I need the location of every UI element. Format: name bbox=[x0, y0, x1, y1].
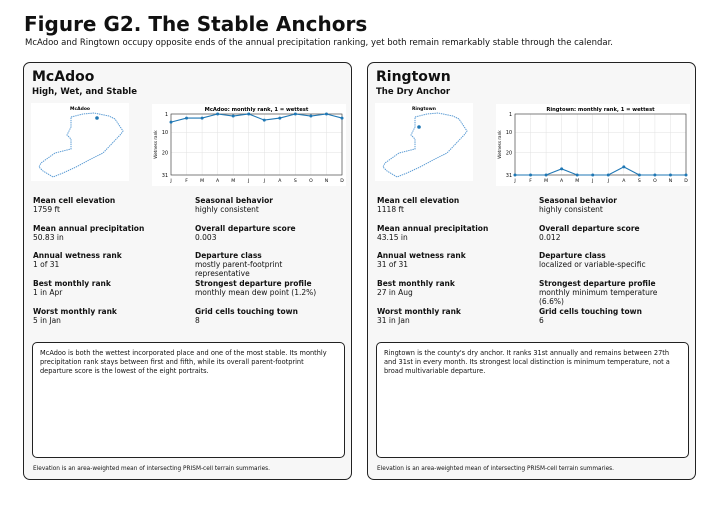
x-tick-label: A bbox=[622, 179, 626, 184]
data-point bbox=[278, 117, 281, 120]
stat-mean-elevation bbox=[33, 196, 158, 214]
stat-label: Mean annual precipitation bbox=[377, 224, 489, 233]
rank-chart bbox=[152, 104, 346, 186]
plot-frame bbox=[515, 114, 686, 175]
data-point bbox=[325, 113, 328, 116]
data-point bbox=[309, 115, 312, 118]
stat-label: Grid cells touching town bbox=[539, 307, 642, 316]
stat-value: 0.003 bbox=[195, 233, 217, 242]
panel-subtitle: High, Wet, and Stable bbox=[32, 87, 137, 97]
panel-ringtown bbox=[367, 62, 696, 480]
stat-mean-elevation bbox=[377, 196, 502, 214]
stat-value: highly consistent bbox=[195, 205, 259, 214]
stat-label: Strongest departure profile bbox=[195, 279, 312, 288]
footnote: Elevation is an area-weighted mean of intersecting PRISM-cell terrain summaries. bbox=[377, 466, 615, 472]
town-boundary bbox=[383, 113, 467, 177]
stat-label: Worst monthly rank bbox=[33, 307, 117, 316]
data-point bbox=[232, 115, 235, 118]
stat-value: 31 of 31 bbox=[377, 260, 409, 269]
town-map bbox=[31, 103, 129, 181]
figure-title: Figure G2. The Stable Anchors bbox=[24, 12, 368, 36]
stat-label: Mean annual precipitation bbox=[33, 224, 145, 233]
x-tick-label: M bbox=[200, 179, 205, 184]
x-tick-label: J bbox=[514, 179, 516, 184]
stat-best-month bbox=[377, 279, 502, 297]
data-point bbox=[669, 174, 672, 177]
x-tick-label: J bbox=[170, 179, 172, 184]
x-tick-label: J bbox=[607, 179, 609, 184]
series-line bbox=[171, 114, 342, 122]
stat-grid-cells bbox=[195, 307, 320, 325]
data-point bbox=[341, 117, 344, 120]
chart-title: Ringtown: monthly rank, 1 = wettest bbox=[546, 107, 655, 113]
stat-label: Mean cell elevation bbox=[33, 196, 116, 205]
stat-grid-cells bbox=[539, 307, 664, 325]
x-tick-label: D bbox=[684, 179, 688, 184]
stat-label: Annual wetness rank bbox=[377, 251, 466, 260]
stat-worst-month bbox=[377, 307, 502, 325]
stat-value: 1 of 31 bbox=[33, 260, 60, 269]
x-tick-label: A bbox=[278, 179, 282, 184]
data-point bbox=[294, 113, 297, 116]
stat-value: 31 in Jan bbox=[377, 316, 410, 325]
stat-label: Departure class bbox=[539, 251, 606, 260]
x-tick-label: N bbox=[668, 179, 673, 184]
plot-frame bbox=[171, 114, 342, 175]
x-tick-label: D bbox=[340, 179, 344, 184]
stat-value: 0.012 bbox=[539, 233, 561, 242]
stat-worst-month bbox=[33, 307, 158, 325]
map-title: McAdoo bbox=[69, 107, 91, 112]
stat-seasonal-behavior bbox=[539, 196, 664, 214]
x-tick-label: F bbox=[185, 179, 188, 184]
y-tick-label: 1 bbox=[508, 112, 512, 118]
stat-value: 1118 ft bbox=[377, 205, 404, 214]
figure-subtitle: McAdoo and Ringtown occupy opposite ends of the annual precipitation ranking, yet both remain remarkably stable through the calendar. bbox=[25, 38, 614, 48]
x-tick-label: S bbox=[637, 179, 641, 184]
stat-wetness-rank bbox=[33, 251, 158, 269]
stat-value: 1 in Apr bbox=[33, 288, 63, 297]
stat-value: mostly parent-footprint representative bbox=[195, 260, 283, 278]
panel-title: McAdoo bbox=[32, 69, 95, 85]
x-tick-label: S bbox=[293, 179, 297, 184]
stat-strongest-departure bbox=[539, 279, 664, 306]
data-point bbox=[263, 119, 266, 122]
stat-departure-score bbox=[195, 224, 320, 242]
data-point bbox=[216, 113, 219, 116]
x-tick-label: A bbox=[560, 179, 564, 184]
y-tick-label: 20 bbox=[161, 151, 168, 157]
stat-value: 27 in Aug bbox=[377, 288, 413, 297]
stat-mean-precip bbox=[33, 224, 158, 242]
note-box: Ringtown is the county's dry anchor. It ranks 31st annually and remains between 27th and 31st in every month. Its strongest local distinction is minimum temperature, not a broad multivariable departure. bbox=[376, 342, 689, 458]
stat-value: 5 in Jan bbox=[33, 316, 61, 325]
rank-chart-svg bbox=[496, 104, 690, 186]
data-point bbox=[622, 165, 625, 168]
stat-value: 1759 ft bbox=[33, 205, 60, 214]
x-tick-label: J bbox=[248, 179, 250, 184]
stat-value: 6 bbox=[539, 316, 544, 325]
stat-label: Overall departure score bbox=[195, 224, 296, 233]
stat-value: monthly minimum temperature (6.6%) bbox=[539, 288, 658, 306]
town-map bbox=[375, 103, 473, 181]
stat-label: Annual wetness rank bbox=[33, 251, 122, 260]
y-axis-label: Wetness rank bbox=[497, 130, 502, 159]
stat-departure-class bbox=[195, 251, 320, 278]
x-tick-label: N bbox=[324, 179, 329, 184]
stat-mean-precip bbox=[377, 224, 502, 242]
stat-label: Departure class bbox=[195, 251, 262, 260]
stat-label: Grid cells touching town bbox=[195, 307, 298, 316]
stat-label: Worst monthly rank bbox=[377, 307, 461, 316]
stat-value: 43.15 in bbox=[377, 233, 408, 242]
stat-value: 50.83 in bbox=[33, 233, 64, 242]
rank-chart bbox=[496, 104, 690, 186]
panel-title: Ringtown bbox=[376, 69, 451, 85]
data-point bbox=[685, 174, 688, 177]
stat-value: highly consistent bbox=[539, 205, 603, 214]
data-point bbox=[638, 174, 641, 177]
y-tick-label: 31 bbox=[505, 173, 512, 179]
stat-departure-class bbox=[539, 251, 664, 269]
rank-chart-svg bbox=[152, 104, 346, 186]
x-tick-label: O bbox=[653, 179, 657, 184]
town-point bbox=[95, 116, 99, 120]
stat-value: 8 bbox=[195, 316, 200, 325]
series-line bbox=[515, 167, 686, 175]
x-tick-label: M bbox=[544, 179, 549, 184]
stat-strongest-departure bbox=[195, 279, 320, 297]
x-tick-label: O bbox=[309, 179, 313, 184]
data-point bbox=[607, 174, 610, 177]
x-tick-label: J bbox=[592, 179, 594, 184]
y-tick-label: 10 bbox=[505, 131, 512, 137]
stat-label: Overall departure score bbox=[539, 224, 640, 233]
stat-wetness-rank bbox=[377, 251, 502, 269]
data-point bbox=[591, 174, 594, 177]
stat-label: Strongest departure profile bbox=[539, 279, 656, 288]
stat-label: Best monthly rank bbox=[33, 279, 111, 288]
data-point bbox=[170, 121, 173, 124]
x-tick-label: M bbox=[231, 179, 236, 184]
panel-mcadoo bbox=[23, 62, 352, 480]
y-tick-label: 10 bbox=[161, 131, 168, 137]
stat-label: Best monthly rank bbox=[377, 279, 455, 288]
map-svg bbox=[375, 103, 473, 181]
stat-value: localized or variable-specific bbox=[539, 260, 646, 269]
data-point bbox=[560, 167, 563, 170]
chart-title: McAdoo: monthly rank, 1 = wettest bbox=[204, 107, 309, 113]
data-point bbox=[653, 174, 656, 177]
stat-label: Mean cell elevation bbox=[377, 196, 460, 205]
data-point bbox=[247, 113, 250, 116]
stat-value: monthly mean dew point (1.2%) bbox=[195, 288, 317, 297]
data-point bbox=[545, 174, 548, 177]
x-tick-label: M bbox=[575, 179, 580, 184]
x-tick-label: J bbox=[263, 179, 265, 184]
panel-subtitle: The Dry Anchor bbox=[376, 87, 451, 97]
y-tick-label: 31 bbox=[161, 173, 168, 179]
town-boundary bbox=[39, 113, 123, 177]
data-point bbox=[576, 174, 579, 177]
data-point bbox=[529, 174, 532, 177]
note-box: McAdoo is both the wettest incorporated place and one of the most stable. Its monthly precipitation rank stays between first and fifth, while its overall parent-footprint departure score is the lowest of the eight portraits. bbox=[32, 342, 345, 458]
footnote: Elevation is an area-weighted mean of intersecting PRISM-cell terrain summaries. bbox=[33, 466, 271, 472]
stat-best-month bbox=[33, 279, 158, 297]
y-tick-label: 20 bbox=[505, 151, 512, 157]
data-point bbox=[514, 174, 517, 177]
data-point bbox=[201, 117, 204, 120]
x-tick-label: A bbox=[216, 179, 220, 184]
stat-seasonal-behavior bbox=[195, 196, 320, 214]
y-axis-label: Wetness rank bbox=[153, 130, 158, 159]
stat-departure-score bbox=[539, 224, 664, 242]
map-title: Ringtown bbox=[411, 107, 437, 112]
map-svg bbox=[31, 103, 129, 181]
stat-label: Seasonal behavior bbox=[195, 196, 273, 205]
y-tick-label: 1 bbox=[164, 112, 168, 118]
x-tick-label: F bbox=[529, 179, 532, 184]
data-point bbox=[185, 117, 188, 120]
town-point bbox=[417, 125, 421, 129]
stat-label: Seasonal behavior bbox=[539, 196, 617, 205]
